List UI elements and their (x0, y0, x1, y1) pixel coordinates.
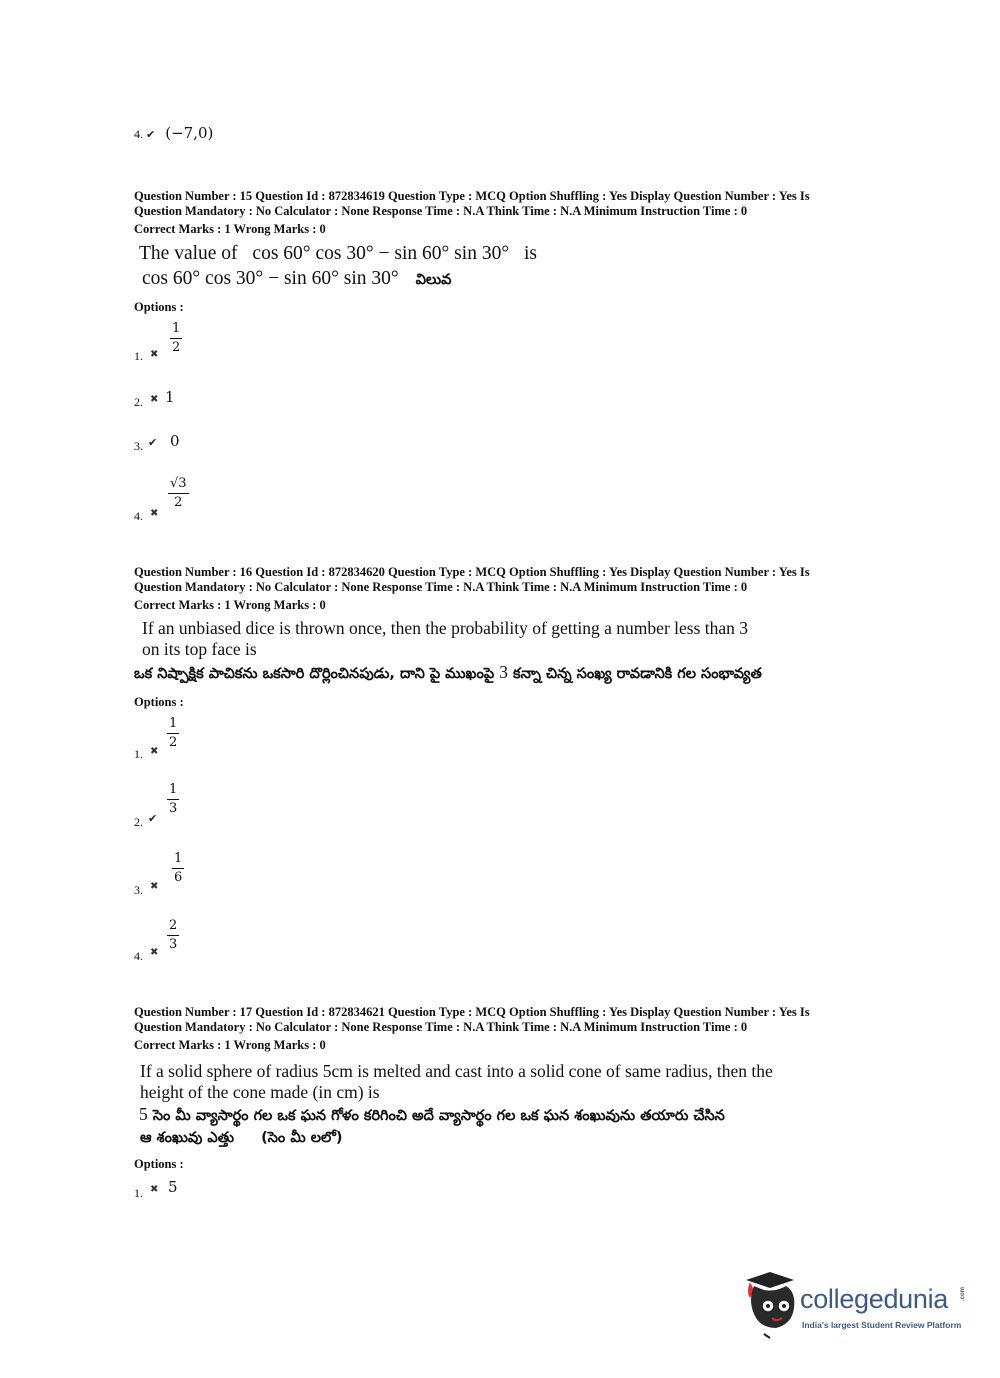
q15-expression: cos 60° cos 30° − sin 60° sin 30° (252, 243, 510, 264)
numerator: 1 (167, 783, 179, 800)
q16-options-label: Options : (134, 695, 184, 709)
option-number: 4. (134, 949, 143, 963)
option-number: 2. (134, 395, 143, 409)
prev-option-4 (134, 124, 213, 143)
q15-question-line-1 (139, 242, 537, 266)
check-icon: ✔ (146, 128, 156, 141)
telugu-text: సెం మీ వ్యాసార్థం గల ఒక ఘన గోళం కరిగించి అదే వ్యాసార్థం గల ఒక ఘన శంఖువును తయారు చేసిన (152, 1108, 725, 1124)
logo-tagline: India's largest Student Review Platform (802, 1320, 962, 1330)
denominator: 3 (169, 801, 178, 816)
telugu-text: ఆ శంఖువు ఎత్తు (140, 1130, 235, 1146)
option-value: 5 (168, 1178, 178, 1196)
option-value: (−7,0) (165, 124, 214, 142)
fraction (167, 919, 179, 952)
denominator: 2 (174, 495, 183, 510)
q15-telugu-text: విలువ (415, 272, 452, 288)
option-number: 4. (134, 127, 143, 141)
check-icon: ✔ (148, 812, 158, 825)
q17-question-line-1: If a solid sphere of radius 5cm is melted and cast into a solid cone of same radius, then the (140, 1061, 773, 1081)
denominator: 6 (174, 870, 183, 885)
q15-expression-telugu: cos 60° cos 30° − sin 60° sin 30° (142, 268, 399, 289)
q15-options-label: Options : (134, 300, 184, 314)
check-icon: ✔ (148, 436, 158, 449)
telugu-text: (సెం మీ లలో) (261, 1130, 343, 1146)
q17-telugu-line-1 (139, 1104, 725, 1128)
option-number: 3. (134, 439, 143, 453)
option-value: 0 (170, 432, 180, 450)
fraction (167, 717, 179, 750)
logo-wordmark: collegedunia (800, 1284, 949, 1314)
cross-icon: ✖ (150, 881, 159, 892)
option-number: 2. (134, 815, 143, 829)
q15-meta-line-1: Question Number : 15 Question Id : 872834619 Question Type : MCQ Option Shuffling : Yes Display Question Number : Yes Is (134, 189, 810, 203)
option-number: 3. (134, 883, 143, 897)
q15-meta-line-2: Question Mandatory : No Calculator : None Response Time : N.A Think Time : N.A Minimum Instruction Time : 0 (134, 204, 748, 218)
q17-meta-line-2: Question Mandatory : No Calculator : None Response Time : N.A Think Time : N.A Minimum Instruction Time : 0 (134, 1020, 748, 1034)
fraction (167, 783, 179, 816)
numerator: 1 (172, 852, 184, 869)
denominator: 3 (169, 937, 178, 952)
numerator: 2 (167, 919, 179, 936)
option-number: 1. (134, 1186, 143, 1200)
fraction (168, 477, 189, 510)
q17-telugu-line-2 (140, 1130, 343, 1150)
collegedunia-logo (740, 1272, 970, 1342)
option-number: 1. (134, 747, 143, 761)
option-number: 1. (134, 349, 143, 363)
numerator: 1 (170, 322, 182, 339)
q16-meta-line-2: Question Mandatory : No Calculator : None Response Time : N.A Think Time : N.A Minimum Instruction Time : 0 (134, 580, 748, 594)
option-value: 1 (165, 388, 175, 406)
cross-icon: ✖ (150, 394, 159, 405)
q15-meta-line-3: Correct Marks : 1 Wrong Marks : 0 (134, 222, 326, 236)
denominator: 2 (169, 735, 178, 750)
q15-text: The value of (139, 243, 238, 264)
cross-icon: ✖ (150, 1184, 159, 1195)
cross-icon: ✖ (150, 349, 159, 360)
q17-meta-line-3: Correct Marks : 1 Wrong Marks : 0 (134, 1038, 326, 1052)
q16-meta-line-3: Correct Marks : 1 Wrong Marks : 0 (134, 598, 326, 612)
q15-question-line-2 (142, 267, 452, 292)
option-number: 4. (134, 509, 143, 523)
telugu-text: ఒక నిష్పాక్షిక పాచికను ఒకసారి దొర్లించినపుడు, దాని పై ముఖంపై (134, 666, 495, 682)
q17-question-line-2: height of the cone made (in cm) is (140, 1082, 380, 1102)
cross-icon: ✖ (150, 508, 159, 519)
q16-question-line-2: on its top face is (142, 639, 257, 659)
mascot-icon (740, 1272, 800, 1342)
fraction (172, 852, 184, 885)
q15-text-is: is (524, 243, 538, 264)
fraction (170, 322, 182, 355)
q17-options-label: Options : (134, 1157, 184, 1171)
cross-icon: ✖ (150, 947, 159, 958)
numerator: 1 (167, 717, 179, 734)
q17-meta-line-1: Question Number : 17 Question Id : 872834621 Question Type : MCQ Option Shuffling : Yes Display Question Number : Yes Is (134, 1005, 810, 1019)
cross-icon: ✖ (150, 746, 159, 757)
logo-dotcom: .com (960, 1286, 967, 1302)
telugu-number: 3 (499, 662, 508, 682)
q16-question-line-1: If an unbiased dice is thrown once, then the probability of getting a number less than 3 (142, 618, 749, 638)
denominator: 2 (172, 340, 181, 355)
numerator: √3 (168, 477, 189, 494)
q16-telugu-line (134, 662, 762, 686)
telugu-text: కన్నా చిన్న సంఖ్య రావడానికి గల సంభావ్యత (513, 666, 762, 682)
telugu-number: 5 (139, 1104, 148, 1124)
q16-meta-line-1: Question Number : 16 Question Id : 872834620 Question Type : MCQ Option Shuffling : Yes Display Question Number : Yes Is (134, 565, 810, 579)
